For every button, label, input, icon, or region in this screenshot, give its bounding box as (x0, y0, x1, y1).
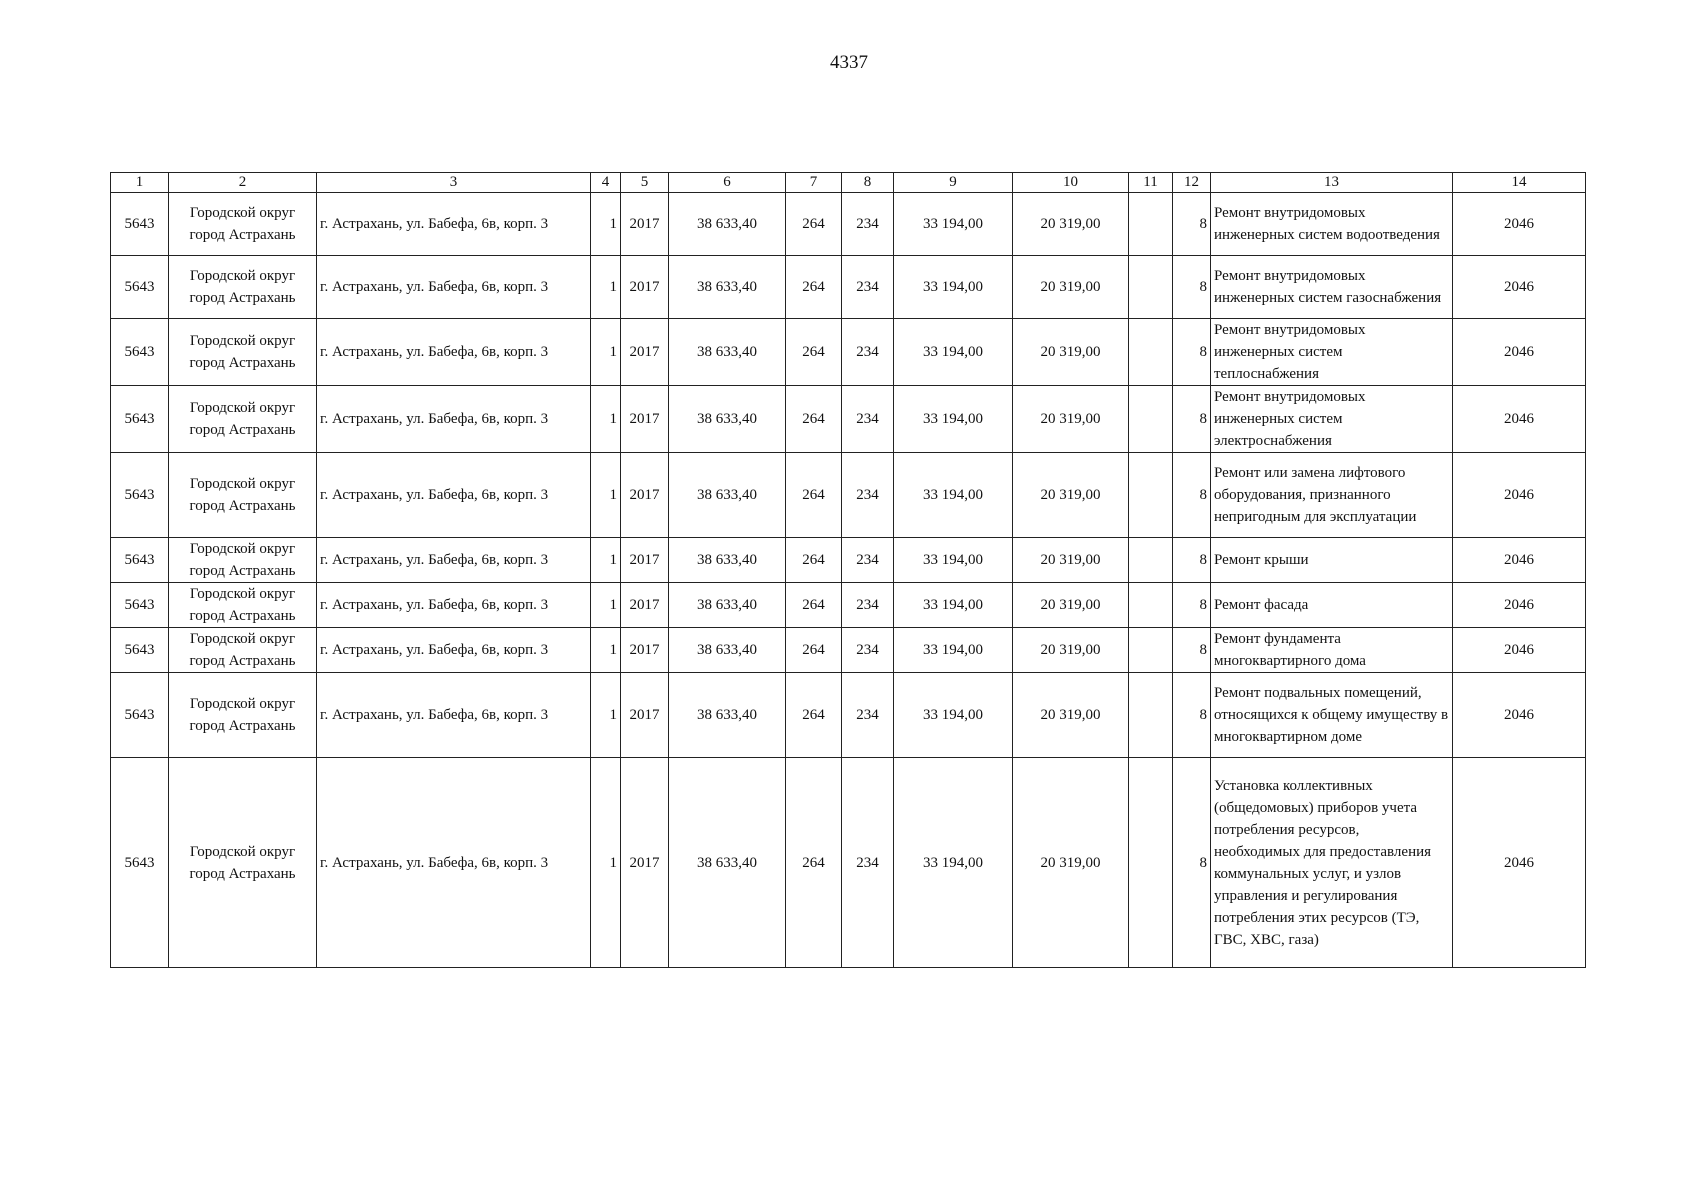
table-row (111, 319, 1586, 386)
page-number: 4337 (830, 52, 868, 73)
cell-address: г. Астрахань, ул. Бабефа, 6в, корп. 3 (317, 386, 591, 453)
cell-work-type: Ремонт фундамента многоквартирного дома (1211, 628, 1453, 673)
cell-col9: 33 194,00 (894, 673, 1013, 758)
cell-col9: 33 194,00 (894, 628, 1013, 673)
table-row (111, 193, 1586, 256)
cell-col8: 234 (842, 758, 894, 968)
cell-col6: 38 633,40 (669, 453, 786, 538)
cell-col7: 264 (786, 453, 842, 538)
cell-col12: 8 (1173, 538, 1211, 583)
cell-plan-year: 2046 (1453, 319, 1586, 386)
cell-col8: 234 (842, 628, 894, 673)
cell-work-type: Ремонт внутридомовых инженерных систем газоснабжения (1211, 256, 1453, 319)
column-header: 11 (1129, 173, 1173, 193)
column-header: 4 (591, 173, 621, 193)
column-header: 6 (669, 173, 786, 193)
cell-col7: 264 (786, 386, 842, 453)
cell-municipality: Городской округ город Астрахань (169, 319, 317, 386)
cell-col9: 33 194,00 (894, 193, 1013, 256)
cell-year: 2017 (621, 256, 669, 319)
cell-col7: 264 (786, 758, 842, 968)
column-header: 5 (621, 173, 669, 193)
cell-col4: 1 (591, 256, 621, 319)
table-body (111, 193, 1586, 968)
cell-work-type: Ремонт фасада (1211, 583, 1453, 628)
cell-col10: 20 319,00 (1013, 386, 1129, 453)
cell-col11 (1129, 319, 1173, 386)
cell-col8: 234 (842, 538, 894, 583)
column-header: 2 (169, 173, 317, 193)
cell-address: г. Астрахань, ул. Бабефа, 6в, корп. 3 (317, 193, 591, 256)
cell-number: 5643 (111, 673, 169, 758)
table-row (111, 583, 1586, 628)
cell-col10: 20 319,00 (1013, 193, 1129, 256)
header-row (111, 173, 1586, 193)
cell-col10: 20 319,00 (1013, 453, 1129, 538)
cell-col11 (1129, 673, 1173, 758)
cell-number: 5643 (111, 319, 169, 386)
cell-col7: 264 (786, 628, 842, 673)
cell-col11 (1129, 538, 1173, 583)
cell-col11 (1129, 453, 1173, 538)
table-row (111, 256, 1586, 319)
cell-col9: 33 194,00 (894, 538, 1013, 583)
cell-col7: 264 (786, 538, 842, 583)
cell-col9: 33 194,00 (894, 758, 1013, 968)
capital-repair-table (110, 172, 1586, 968)
cell-col12: 8 (1173, 386, 1211, 453)
cell-col9: 33 194,00 (894, 256, 1013, 319)
cell-address: г. Астрахань, ул. Бабефа, 6в, корп. 3 (317, 319, 591, 386)
cell-col8: 234 (842, 673, 894, 758)
cell-col7: 264 (786, 673, 842, 758)
table-row (111, 386, 1586, 453)
cell-plan-year: 2046 (1453, 538, 1586, 583)
cell-year: 2017 (621, 758, 669, 968)
cell-col12: 8 (1173, 628, 1211, 673)
cell-year: 2017 (621, 628, 669, 673)
cell-col12: 8 (1173, 193, 1211, 256)
cell-col4: 1 (591, 538, 621, 583)
cell-col7: 264 (786, 319, 842, 386)
cell-municipality: Городской округ город Астрахань (169, 386, 317, 453)
cell-col6: 38 633,40 (669, 319, 786, 386)
cell-col11 (1129, 256, 1173, 319)
cell-municipality: Городской округ город Астрахань (169, 628, 317, 673)
cell-work-type: Ремонт внутридомовых инженерных систем электроснабжения (1211, 386, 1453, 453)
cell-col9: 33 194,00 (894, 319, 1013, 386)
cell-address: г. Астрахань, ул. Бабефа, 6в, корп. 3 (317, 673, 591, 758)
cell-municipality: Городской округ город Астрахань (169, 583, 317, 628)
cell-address: г. Астрахань, ул. Бабефа, 6в, корп. 3 (317, 628, 591, 673)
cell-plan-year: 2046 (1453, 193, 1586, 256)
table-row (111, 673, 1586, 758)
cell-municipality: Городской округ город Астрахань (169, 538, 317, 583)
cell-address: г. Астрахань, ул. Бабефа, 6в, корп. 3 (317, 583, 591, 628)
cell-municipality: Городской округ город Астрахань (169, 256, 317, 319)
cell-col12: 8 (1173, 673, 1211, 758)
column-header: 10 (1013, 173, 1129, 193)
cell-col8: 234 (842, 386, 894, 453)
cell-number: 5643 (111, 386, 169, 453)
column-header: 8 (842, 173, 894, 193)
cell-year: 2017 (621, 319, 669, 386)
cell-col6: 38 633,40 (669, 628, 786, 673)
table-row (111, 453, 1586, 538)
cell-col6: 38 633,40 (669, 386, 786, 453)
cell-col8: 234 (842, 453, 894, 538)
cell-col12: 8 (1173, 453, 1211, 538)
cell-number: 5643 (111, 256, 169, 319)
column-header: 9 (894, 173, 1013, 193)
cell-col8: 234 (842, 583, 894, 628)
cell-work-type: Ремонт подвальных помещений, относящихся к общему имуществу в многоквартирном доме (1211, 673, 1453, 758)
cell-year: 2017 (621, 386, 669, 453)
cell-col10: 20 319,00 (1013, 673, 1129, 758)
cell-year: 2017 (621, 453, 669, 538)
cell-address: г. Астрахань, ул. Бабефа, 6в, корп. 3 (317, 758, 591, 968)
cell-municipality: Городской округ город Астрахань (169, 193, 317, 256)
cell-plan-year: 2046 (1453, 256, 1586, 319)
cell-number: 5643 (111, 758, 169, 968)
cell-address: г. Астрахань, ул. Бабефа, 6в, корп. 3 (317, 256, 591, 319)
cell-number: 5643 (111, 583, 169, 628)
cell-col11 (1129, 758, 1173, 968)
cell-col6: 38 633,40 (669, 256, 786, 319)
cell-plan-year: 2046 (1453, 453, 1586, 538)
cell-col6: 38 633,40 (669, 583, 786, 628)
cell-plan-year: 2046 (1453, 386, 1586, 453)
cell-col8: 234 (842, 256, 894, 319)
cell-number: 5643 (111, 193, 169, 256)
column-header: 7 (786, 173, 842, 193)
cell-col10: 20 319,00 (1013, 319, 1129, 386)
cell-col11 (1129, 628, 1173, 673)
cell-col11 (1129, 193, 1173, 256)
cell-col9: 33 194,00 (894, 386, 1013, 453)
cell-work-type: Ремонт внутридомовых инженерных систем водоотведения (1211, 193, 1453, 256)
cell-col11 (1129, 386, 1173, 453)
cell-number: 5643 (111, 538, 169, 583)
cell-col10: 20 319,00 (1013, 256, 1129, 319)
table-row (111, 758, 1586, 968)
cell-col11 (1129, 583, 1173, 628)
cell-year: 2017 (621, 538, 669, 583)
cell-col4: 1 (591, 193, 621, 256)
cell-col7: 264 (786, 583, 842, 628)
cell-col12: 8 (1173, 758, 1211, 968)
column-header: 1 (111, 173, 169, 193)
cell-work-type: Установка коллективных (общедомовых) приборов учета потребления ресурсов, необходимых для предоставления коммунальных услуг, и узлов управления и регулирования потребления этих ресурсов (ТЭ, ГВС, ХВС, газа) (1211, 758, 1453, 968)
cell-col10: 20 319,00 (1013, 583, 1129, 628)
cell-work-type: Ремонт или замена лифтового оборудования, признанного непригодным для эксплуатации (1211, 453, 1453, 538)
cell-address: г. Астрахань, ул. Бабефа, 6в, корп. 3 (317, 453, 591, 538)
cell-col7: 264 (786, 256, 842, 319)
cell-work-type: Ремонт крыши (1211, 538, 1453, 583)
cell-col12: 8 (1173, 319, 1211, 386)
cell-col12: 8 (1173, 583, 1211, 628)
cell-col4: 1 (591, 628, 621, 673)
cell-plan-year: 2046 (1453, 673, 1586, 758)
cell-municipality: Городской округ город Астрахань (169, 758, 317, 968)
cell-col7: 264 (786, 193, 842, 256)
cell-year: 2017 (621, 583, 669, 628)
cell-address: г. Астрахань, ул. Бабефа, 6в, корп. 3 (317, 538, 591, 583)
cell-col9: 33 194,00 (894, 583, 1013, 628)
cell-col8: 234 (842, 319, 894, 386)
cell-col10: 20 319,00 (1013, 758, 1129, 968)
cell-col6: 38 633,40 (669, 758, 786, 968)
cell-municipality: Городской округ город Астрахань (169, 453, 317, 538)
cell-col6: 38 633,40 (669, 673, 786, 758)
cell-col4: 1 (591, 758, 621, 968)
cell-col6: 38 633,40 (669, 538, 786, 583)
cell-municipality: Городской округ город Астрахань (169, 673, 317, 758)
table-row (111, 538, 1586, 583)
cell-col4: 1 (591, 673, 621, 758)
cell-col12: 8 (1173, 256, 1211, 319)
cell-col8: 234 (842, 193, 894, 256)
cell-col4: 1 (591, 583, 621, 628)
cell-work-type: Ремонт внутридомовых инженерных систем теплоснабжения (1211, 319, 1453, 386)
cell-number: 5643 (111, 628, 169, 673)
cell-col4: 1 (591, 319, 621, 386)
cell-plan-year: 2046 (1453, 628, 1586, 673)
table-row (111, 628, 1586, 673)
cell-col4: 1 (591, 386, 621, 453)
cell-year: 2017 (621, 193, 669, 256)
column-header: 13 (1211, 173, 1453, 193)
cell-col10: 20 319,00 (1013, 538, 1129, 583)
cell-col6: 38 633,40 (669, 193, 786, 256)
cell-number: 5643 (111, 453, 169, 538)
cell-col4: 1 (591, 453, 621, 538)
cell-year: 2017 (621, 673, 669, 758)
column-header: 14 (1453, 173, 1586, 193)
column-header: 3 (317, 173, 591, 193)
cell-col9: 33 194,00 (894, 453, 1013, 538)
column-header: 12 (1173, 173, 1211, 193)
cell-plan-year: 2046 (1453, 758, 1586, 968)
cell-plan-year: 2046 (1453, 583, 1586, 628)
cell-col10: 20 319,00 (1013, 628, 1129, 673)
